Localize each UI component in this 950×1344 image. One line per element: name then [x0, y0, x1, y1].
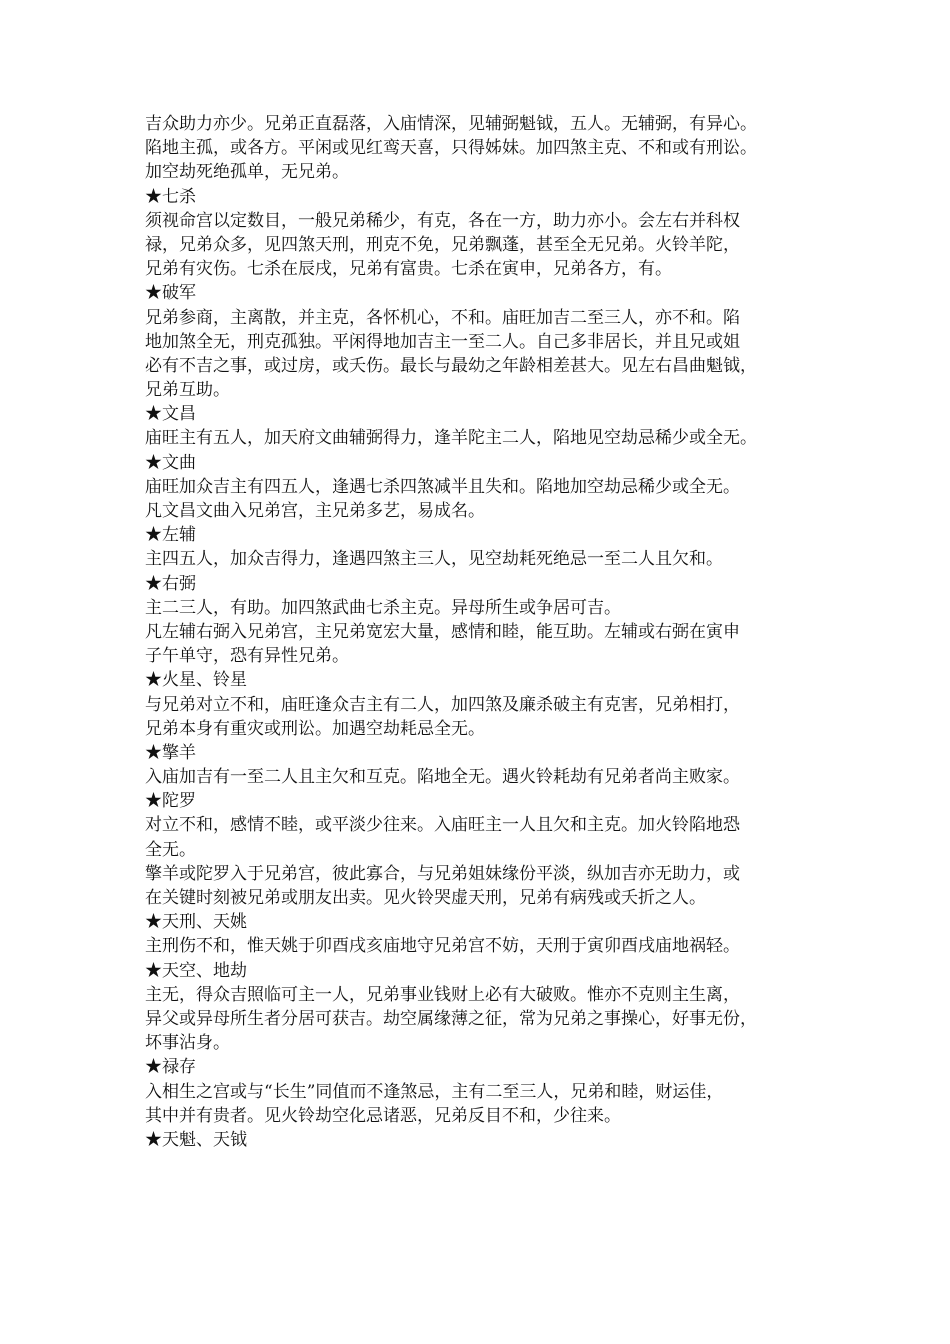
- section-heading: ★左辅: [145, 525, 196, 546]
- section-heading: ★七杀: [145, 186, 196, 207]
- text-line: 禄，兄弟众多，见四煞天刑，刑克不免，兄弟飘蓬，甚至全无兄弟。火铃羊陀，: [145, 234, 740, 255]
- text-line: 兄弟参商，主离散，并主克，各怀机心，不和。庙旺加吉二至三人，亦不和。陷: [145, 307, 740, 328]
- section-heading: ★擎羊: [145, 742, 196, 763]
- text-line: 子午单守，恐有异性兄弟。: [145, 646, 349, 667]
- text-line: 吉众助力亦少。兄弟正直磊落，入庙情深，见辅弼魁钺，五人。无辅弼，有异心。: [145, 114, 757, 134]
- text-line: 加空劫死绝孤单，无兄弟。: [145, 162, 349, 183]
- text-line: 对立不和，感情不睦，或平淡少往来。入庙旺主一人且欠和主克。加火铃陷地恐: [145, 815, 740, 836]
- text-line: 异父或异母所生者分居可获吉。劫空属缘薄之征，常为兄弟之事操心，好事无份，: [145, 1008, 757, 1029]
- text-line: 地加煞全无，刑克孤独。平闲得地加吉主一至二人。自己多非居长，并且兄或姐: [145, 331, 740, 352]
- text-line: 全无。: [145, 839, 196, 860]
- section-heading: ★天刑、天姚: [145, 912, 247, 933]
- section-heading: ★火星、铃星: [145, 670, 247, 691]
- section-heading: ★文曲: [145, 452, 196, 473]
- text-line: 须视命宫以定数目，一般兄弟稀少，有克，各在一方，助力亦小。会左右并科权: [145, 210, 740, 231]
- text-line: 凡左辅右弼入兄弟宫，主兄弟宽宏大量，感情和睦，能互助。左辅或右弼在寅申: [145, 621, 740, 642]
- section-heading: ★陀罗: [145, 791, 196, 812]
- text-line: 兄弟有灾伤。七杀在辰戌，兄弟有富贵。七杀在寅申，兄弟各方，有。: [145, 259, 672, 280]
- text-line: 坏事沾身。: [145, 1033, 230, 1054]
- text-line: 兄弟互助。: [145, 380, 230, 401]
- text-line: 主四五人，加众吉得力，逢遇四煞主三人，见空劫耗死绝忌一至二人且欠和。: [145, 549, 723, 570]
- section-heading: ★右弼: [145, 573, 196, 594]
- text-line: 兄弟本身有重灾或刑讼。加遇空劫耗忌全无。: [145, 718, 485, 739]
- text-line: 陷地主孤，或各方。平闲或见红鸾天喜，只得姊妹。加四煞主克、不和或有刑讼。: [145, 138, 757, 159]
- section-heading: ★天魁、天钺: [145, 1129, 247, 1150]
- section-heading: ★禄存: [145, 1057, 196, 1078]
- text-line: 擎羊或陀罗入于兄弟宫，彼此寡合，与兄弟姐妹缘份平淡，纵加吉亦无助力，或: [145, 863, 740, 884]
- text-line: 与兄弟对立不和，庙旺逢众吉主有二人，加四煞及廉杀破主有克害，兄弟相打，: [145, 694, 740, 715]
- text-line: 凡文昌文曲入兄弟宫，主兄弟多艺，易成名。: [145, 501, 485, 521]
- text-line: 在关键时刻被兄弟或朋友出卖。见火铃哭虚天刑，兄弟有病残或夭折之人。: [145, 888, 706, 908]
- text-line: 主刑伤不和，惟天姚于卯酉戌亥庙地守兄弟宫不妨，天刑于寅卯酉戌庙地祸轻。: [145, 936, 740, 957]
- text-line: 入庙加吉有一至二人且主欠和互克。陷地全无。遇火铃耗劫有兄弟者尚主败家。: [145, 767, 740, 788]
- text-line: 主二三人，有助。加四煞武曲七杀主克。异母所生或争居可吉。: [145, 597, 621, 618]
- text-line: 必有不吉之事，或过房，或夭伤。最长与最幼之年龄相差甚大。见左右昌曲魁钺，: [145, 355, 757, 376]
- text-line: 入相生之宫或与“长生”同值而不逢煞忌，主有二至三人，兄弟和睦，财运佳，: [145, 1081, 724, 1102]
- text-line: 主无，得众吉照临可主一人，兄弟事业钱财上必有大破败。惟亦不克则主生离，: [145, 984, 740, 1005]
- section-heading: ★破军: [145, 283, 196, 304]
- text-line: 庙旺加众吉主有四五人，逢遇七杀四煞减半且失和。陷地加空劫忌稀少或全无。: [145, 476, 740, 497]
- section-heading: ★天空、地劫: [145, 960, 247, 981]
- document-body: [145, 112, 817, 1152]
- text-line: 其中并有贵者。见火铃劫空化忌诸恶，兄弟反目不和，少往来。: [145, 1105, 621, 1126]
- section-heading: ★文昌: [145, 404, 196, 425]
- text-line: 庙旺主有五人，加天府文曲辅弼得力，逢羊陀主二人，陷地见空劫忌稀少或全无。: [145, 428, 757, 449]
